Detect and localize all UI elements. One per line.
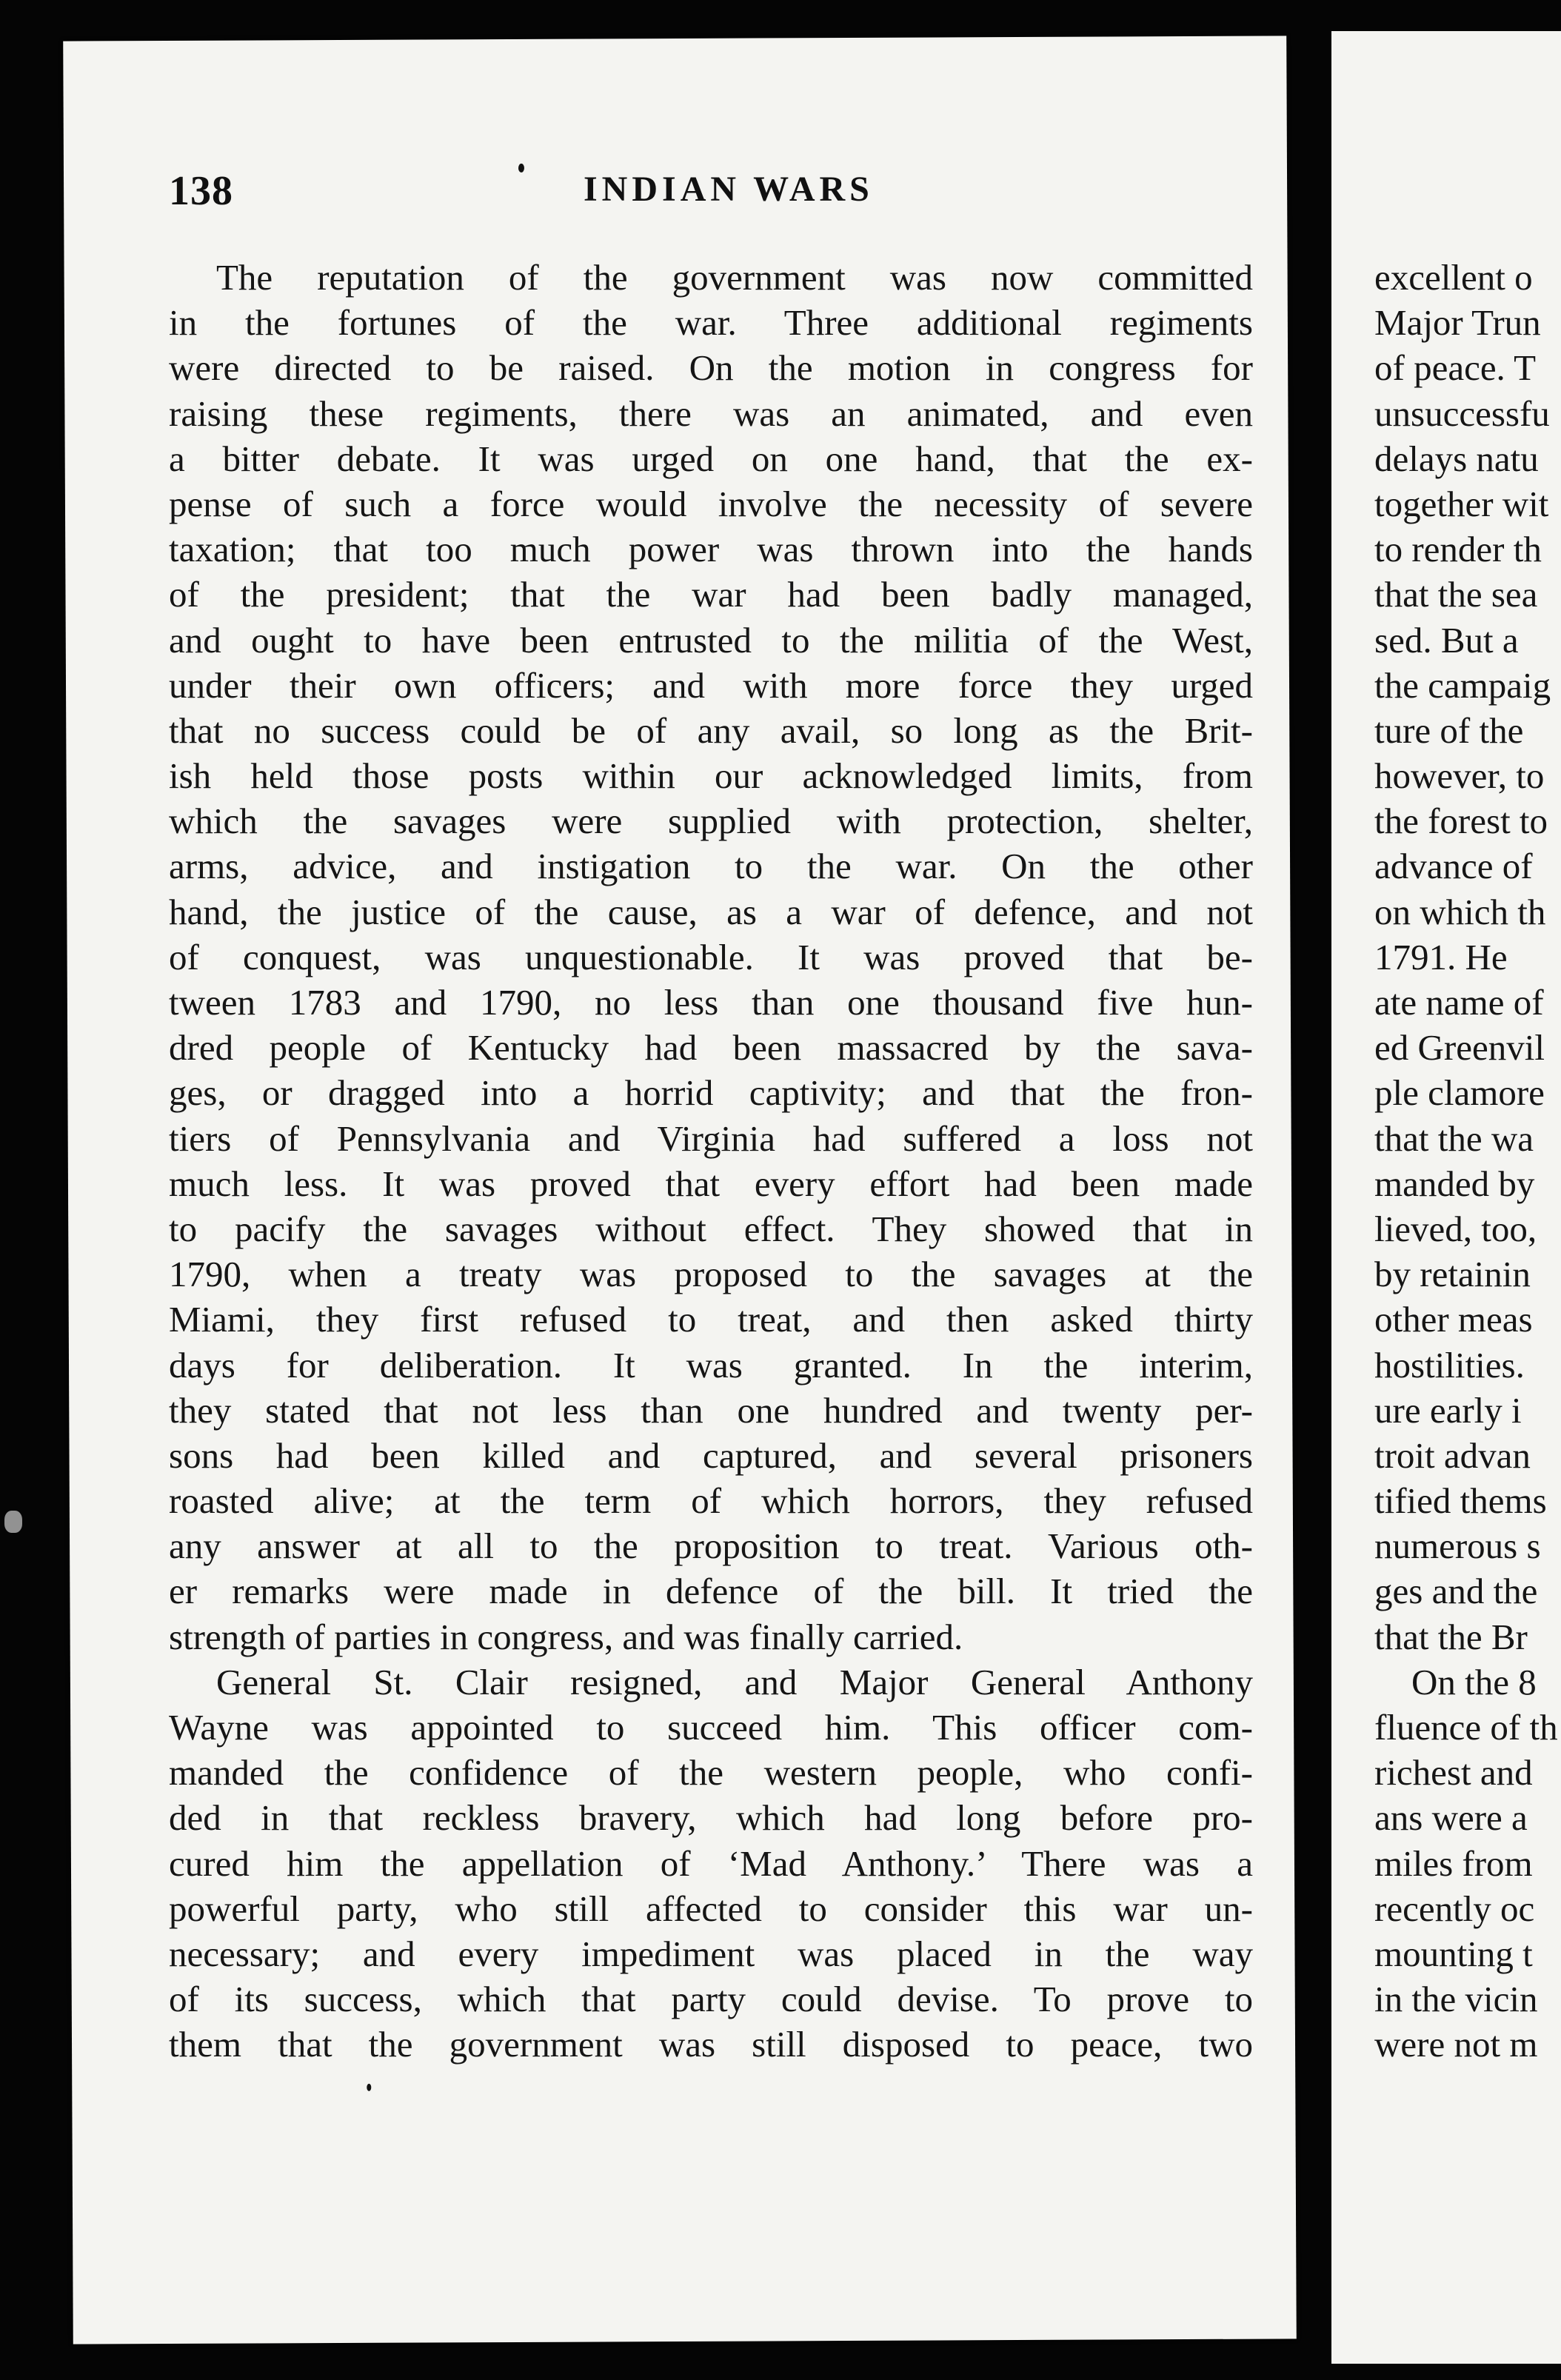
text-line: Miami, they first refused to treat, and then asked thirty [169, 1299, 1253, 1340]
text-line: richest and [1374, 1752, 1533, 1794]
text-line: cured him the appellation of ‘Mad Anthony.’ There was a [169, 1842, 1253, 1884]
text-line: er remarks were made in defence of the bill. It tried the [169, 1571, 1253, 1612]
text-line: the forest to [1374, 800, 1548, 842]
text-line: of the president; that the war had been badly managed, [169, 574, 1253, 615]
text-line: hostilities. [1374, 1344, 1525, 1385]
text-line: that the Br [1374, 1616, 1528, 1657]
text-line: much less. It was proved that every effort had been made [169, 1163, 1253, 1204]
text-line: mounting t [1374, 1933, 1533, 1974]
text-line: Wayne was appointed to succeed him. This officer com- [169, 1707, 1253, 1748]
text-line: and ought to have been entrusted to the militia of the West, [169, 619, 1253, 661]
text-line: sed. But a [1374, 619, 1519, 661]
text-line: tween 1783 and 1790, no less than one thousand five hun- [169, 982, 1253, 1023]
text-line: they stated that not less than one hundred and twenty per- [169, 1389, 1253, 1431]
text-line: ans were a [1374, 1797, 1528, 1839]
text-line: lieved, too, [1374, 1208, 1537, 1249]
text-line: were directed to be raised. On the motion in congress for [169, 347, 1253, 389]
text-line: delays natu [1374, 438, 1539, 479]
text-line: ure early i [1374, 1389, 1522, 1431]
text-line: arms, advice, and instigation to the war. On the other [169, 846, 1253, 887]
text-line: ple clamore [1374, 1072, 1545, 1114]
text-line: that the sea [1374, 574, 1538, 615]
text-line: however, to [1374, 755, 1545, 797]
text-line: of conquest, was unquestionable. It was proved that be- [169, 936, 1253, 977]
text-line: which the savages were supplied with protection, shelter, [169, 800, 1253, 842]
text-line: under their own officers; and with more force they urged [169, 664, 1253, 706]
text-line: a bitter debate. It was urged on one hand, that the ex- [169, 438, 1253, 479]
text-line: days for deliberation. It was granted. In the interim, [169, 1344, 1253, 1385]
text-line: to render th [1374, 529, 1542, 570]
text-line: that the wa [1374, 1117, 1534, 1159]
text-line: in the fortunes of the war. Three additional regiments [169, 302, 1253, 344]
text-line: the campaig [1374, 664, 1551, 706]
text-line: roasted alive; at the term of which horrors, they refused [169, 1480, 1253, 1522]
text-line: recently oc [1374, 1888, 1535, 1929]
text-line: tiers of Pennsylvania and Virginia had suffered a loss not [169, 1117, 1253, 1159]
text-line: other meas [1374, 1299, 1533, 1340]
text-line: were not m [1374, 2024, 1538, 2065]
text-line: strength of parties in congress, and was finally carried. [169, 1616, 963, 1657]
text-line: by retainin [1374, 1254, 1531, 1295]
text-line: numerous s [1374, 1525, 1541, 1567]
text-line: of its success, which that party could devise. To prove to [169, 1979, 1253, 2020]
text-line: tified thems [1374, 1480, 1547, 1522]
text-line: in the vicin [1374, 1979, 1538, 2020]
text-line: hand, the justice of the cause, as a war of defence, and not [169, 891, 1253, 932]
text-line: ges and the [1374, 1571, 1538, 1612]
text-line: necessary; and every impediment was placed in the way [169, 1933, 1253, 1974]
text-line: ded in that reckless bravery, which had long before pro- [169, 1797, 1253, 1839]
page-number: 138 [169, 168, 233, 214]
text-line: miles from [1374, 1842, 1533, 1884]
text-line: ed Greenvil [1374, 1027, 1545, 1069]
text-line: dred people of Kentucky had been massacred by the sava- [169, 1027, 1253, 1069]
text-line: excellent o [1374, 257, 1533, 298]
text-line: raising these regiments, there was an animated, and even [169, 392, 1253, 434]
text-line: them that the government was still disposed to peace, two [169, 2024, 1253, 2065]
text-line: ate name of [1374, 982, 1544, 1023]
text-line: 1791. He [1374, 936, 1508, 977]
text-line: advance of [1374, 846, 1533, 887]
left-page-text [169, 255, 1253, 2068]
text-line: unsuccessfu [1374, 392, 1550, 434]
text-line: on which th [1374, 891, 1546, 932]
text-line: manded the confidence of the western people, who confi- [169, 1752, 1253, 1794]
text-line: to pacify the savages without effect. They showed that in [169, 1208, 1253, 1249]
text-line: On the 8 [1411, 1661, 1537, 1702]
text-line: taxation; that too much power was thrown into the hands [169, 529, 1253, 570]
text-line: together wit [1374, 483, 1549, 524]
page-header [169, 167, 1235, 219]
text-line: of peace. T [1374, 347, 1537, 389]
text-line: Major Trun [1374, 302, 1541, 344]
ink-speck [367, 2084, 371, 2091]
text-line: any answer at all to the proposition to treat. Various oth- [169, 1525, 1253, 1567]
text-line: that no success could be of any avail, so long as the Brit- [169, 709, 1253, 751]
text-line: ish held those posts within our acknowledged limits, from [169, 755, 1253, 797]
text-line: manded by [1374, 1163, 1535, 1204]
text-line: 1790, when a treaty was proposed to the savages at the [169, 1254, 1253, 1295]
right-page-text [1374, 255, 1561, 2068]
text-line: General St. Clair resigned, and Major General Anthony [216, 1661, 1253, 1702]
text-line: fluence of th [1374, 1707, 1558, 1748]
text-line: ges, or dragged into a horrid captivity; and that the fron- [169, 1072, 1253, 1114]
running-head: INDIAN WARS [584, 170, 874, 209]
text-line: ture of the [1374, 709, 1524, 751]
margin-blot [4, 1511, 22, 1533]
text-line: The reputation of the government was now committed [216, 257, 1253, 298]
text-line: powerful party, who still affected to consider this war un- [169, 1888, 1253, 1929]
text-line: sons had been killed and captured, and several prisoners [169, 1434, 1253, 1476]
text-line: pense of such a force would involve the necessity of severe [169, 483, 1253, 524]
text-line: troit advan [1374, 1434, 1531, 1476]
